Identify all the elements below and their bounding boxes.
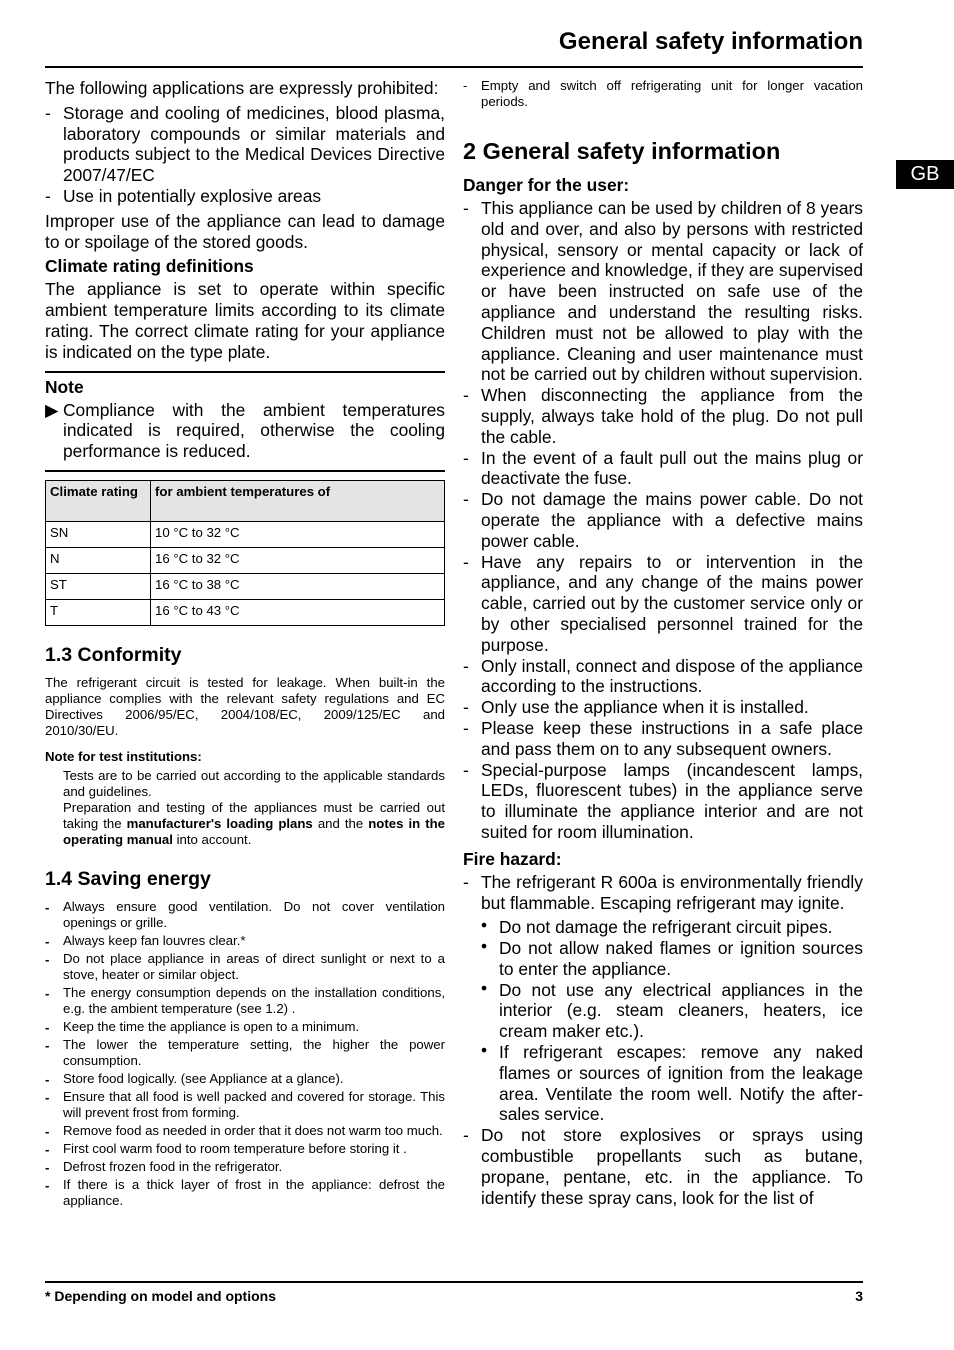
text-run: into account. — [172, 831, 252, 847]
list-item: - First cool warm food to room temperature before storing it . — [45, 1141, 445, 1157]
table-cell: 16 °C to 38 °C — [151, 573, 445, 599]
prohibited-intro: The following applications are expressly prohibited: — [45, 78, 439, 98]
list-item: - If there is a thick layer of frost in the appliance: defrost the appliance. — [45, 1177, 445, 1209]
improper-use-text: Improper use of the appliance can lead to damage to or spoilage of the stored goods. — [45, 210, 445, 252]
text-run-bold: notes in the operating manual — [63, 815, 446, 847]
note-top-rule — [45, 371, 445, 373]
list-item: - This appliance can be used by children of 8 years old and over, and also by persons with restricted physical, sensory or mental capacity or lack of experience and knowledge, if they are supervised or have been instructed on safe use of the appliance and understand the resulting risks. Children must not be allowed to play with the appliance. Cleaning and user maintenance must not be carried out by children without supervision. — [463, 198, 863, 385]
conformity-heading: 1.3 Conformity — [45, 643, 182, 666]
right-column — [463, 78, 863, 1208]
prohibited-list — [45, 103, 445, 207]
table-header: for ambient temperatures of — [151, 480, 445, 521]
saving-energy-heading: 1.4 Saving energy — [45, 867, 211, 890]
list-item: - The lower the temperature setting, the higher the power consumption. — [45, 1037, 445, 1069]
fire-bullet-list — [463, 917, 863, 1125]
test-institutions-block — [45, 768, 445, 848]
climate-table — [45, 480, 445, 626]
list-item — [463, 872, 863, 914]
table-cell: 10 °C to 32 °C — [151, 521, 445, 547]
note-text: Compliance with the ambient temperatures indicated is required, otherwise the cooling performance is reduced. — [63, 399, 445, 462]
list-item: - Always ensure good ventilation. Do not cover ventilation openings or grille. — [45, 899, 445, 931]
climate-heading: Climate rating definitions — [45, 256, 254, 277]
table-cell: ST — [46, 573, 151, 599]
text-run: and the — [312, 815, 369, 831]
text-run-bold: manufacturer's loading plans — [126, 815, 313, 831]
list-item: - Do not store explosives or sprays using combustible propellants such as butane, propane, pentane, etc. in the appliance. To identify these spray cans, look for the list of — [463, 1125, 863, 1208]
header-rule — [45, 66, 863, 68]
climate-text: The appliance is set to operate within specific ambient temperature limits according to its climate rating. The correct climate rating for your appliance is indicated on the type plate. — [45, 279, 445, 362]
list-item: - Have any repairs to or intervention in the appliance, and any change of the mains power cable, carried out by the customer service only or by other specialised personnel trained for the purpose. — [463, 552, 863, 656]
explosives-list — [463, 1125, 863, 1208]
page-number: 3 — [855, 1288, 863, 1304]
list-item: - Remove food as needed in order that it does not warm too much. — [45, 1123, 445, 1139]
list-item: - Always keep fan louvres clear.* — [45, 933, 445, 949]
table-cell: 16 °C to 43 °C — [151, 599, 445, 625]
list-item: • Do not use any electrical appliances in the interior (e.g. steam cleaners, heaters, ice cream maker etc.). — [481, 980, 863, 1042]
table-row — [46, 547, 445, 573]
list-item: - Empty and switch off refrigerating unit for longer vacation periods. — [463, 78, 863, 110]
triangle-right-icon: ▶ — [45, 399, 59, 420]
list-item: - Please keep these instructions in a safe place and pass them on to any subsequent owners. — [463, 718, 863, 760]
fire-item-text: The refrigerant R 600a is environmentally friendly but flammable. Escaping refrigerant may ignite. — [481, 871, 863, 913]
saving-energy-list — [45, 899, 445, 1209]
table-header: Climate rating — [46, 480, 151, 521]
note-row — [45, 400, 445, 462]
list-item: - Only install, connect and dispose of the appliance according to the instructions. — [463, 656, 863, 698]
test-institutions-heading: Note for test institutions: — [45, 748, 202, 764]
list-item: - Use in potentially explosive areas — [45, 186, 445, 207]
list-item: - The energy consumption depends on the installation conditions, e.g. the ambient temperature (see 1.2) . — [45, 985, 445, 1017]
note-bottom-rule — [45, 470, 445, 472]
table-row — [46, 599, 445, 625]
list-item: - Store food logically. (see Appliance at a glance). — [45, 1071, 445, 1087]
list-item: - Ensure that all food is well packed and covered for storage. This will prevent frost from forming. — [45, 1089, 445, 1121]
vacation-list — [463, 78, 863, 110]
test-text-2 — [63, 800, 445, 848]
table-row — [46, 573, 445, 599]
list-item: - When disconnecting the appliance from the supply, always take hold of the plug. Do not pull the cable. — [463, 385, 863, 447]
left-column — [45, 78, 445, 1211]
fire-hazard-heading: Fire hazard: — [463, 848, 562, 869]
footer-rule — [45, 1281, 863, 1283]
danger-list — [463, 198, 863, 843]
list-item: - Only use the appliance when it is installed. — [463, 697, 863, 718]
list-item: • If refrigerant escapes: remove any naked flames or sources of ignition from the leakage area. Ventilate the room well. Notify the after-sales service. — [481, 1042, 863, 1125]
fire-hazard-list — [463, 872, 863, 914]
list-item: • Do not allow naked flames or ignition sources to enter the appliance. — [481, 938, 863, 980]
chapter-heading: 2 General safety information — [463, 138, 781, 164]
list-item: - In the event of a fault pull out the mains plug or deactivate the fuse. — [463, 448, 863, 490]
list-item: - Storage and cooling of medicines, blood plasma, laboratory compounds or similar materials and products subject to the Medical Devices Directive 2007/47/EC — [45, 103, 445, 186]
list-item: - Keep the time the appliance is open to a minimum. — [45, 1019, 445, 1035]
list-item: - Do not damage the mains power cable. Do not operate the appliance with a defective mains power cable. — [463, 489, 863, 551]
list-item: - Defrost frozen food in the refrigerator. — [45, 1159, 445, 1175]
table-row — [46, 521, 445, 547]
list-item: - Special-purpose lamps (incandescent lamps, LEDs, fluorescent tubes) in the appliance serve to illuminate the appliance interior and are not suited for room illumination. — [463, 760, 863, 843]
list-item: • Do not damage the refrigerant circuit pipes. — [481, 917, 863, 938]
table-cell: SN — [46, 521, 151, 547]
table-cell: N — [46, 547, 151, 573]
language-tab: GB — [896, 160, 954, 189]
note-heading: Note — [45, 376, 84, 397]
list-item: - Do not place appliance in areas of direct sunlight or next to a stove, heater or similar object. — [45, 951, 445, 983]
table-cell: T — [46, 599, 151, 625]
footnote: * Depending on model and options — [45, 1288, 276, 1304]
table-cell: 16 °C to 32 °C — [151, 547, 445, 573]
conformity-text: The refrigerant circuit is tested for leakage. When built-in the appliance complies with the relevant safety regulations and EC Directives 2006/95/EC, 2004/108/EC, 2009/125/EC and 2010/30/EU. — [45, 674, 445, 738]
text-run: Preparation and testing of the appliances must be carried out taking the — [63, 799, 445, 831]
danger-heading: Danger for the user: — [463, 175, 630, 195]
page-title: General safety information — [558, 28, 863, 55]
table-header-row — [46, 480, 445, 521]
test-text-1: Tests are to be carried out according to the applicable standards and guidelines. — [63, 767, 445, 799]
